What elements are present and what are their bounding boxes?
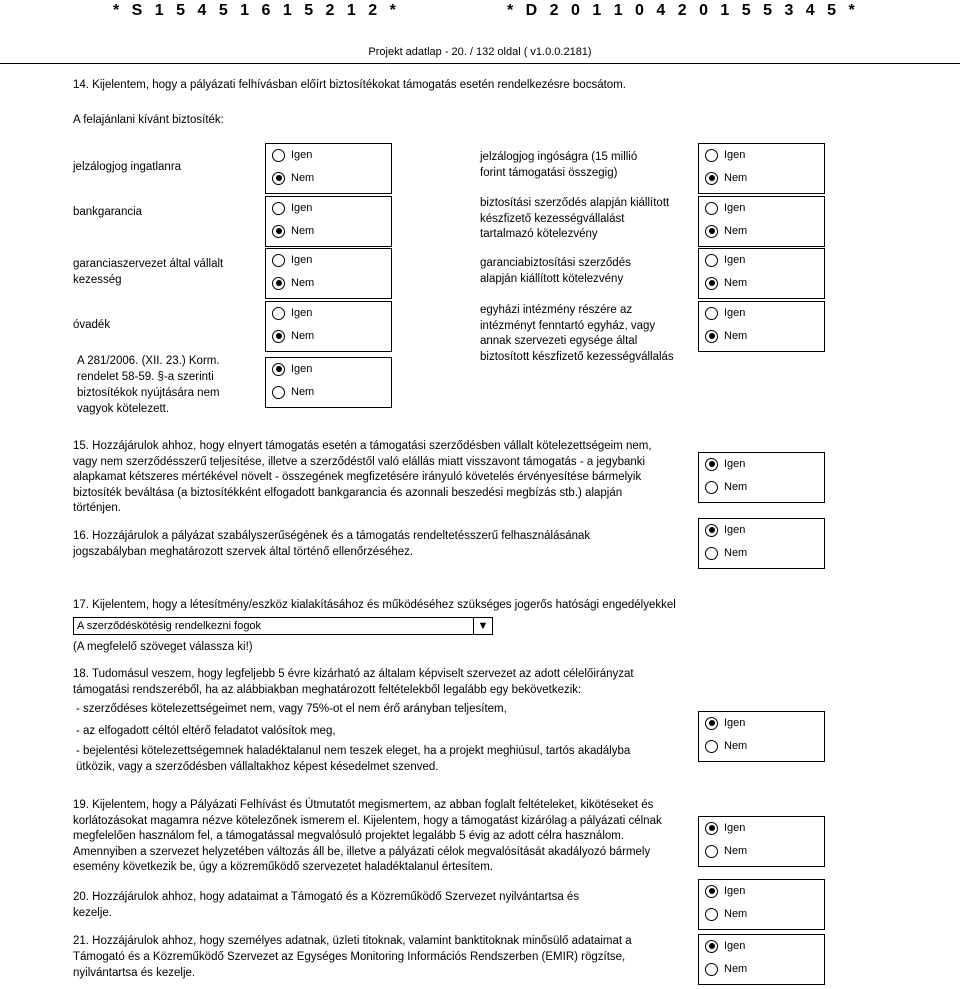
radio-label: Nem [724, 963, 748, 975]
radio-label: Nem [724, 908, 748, 920]
radio-label: Igen [291, 307, 313, 319]
radio-label: Igen [724, 254, 746, 266]
s14-left-2-radio-group [265, 248, 392, 299]
radio-button-icon[interactable] [705, 277, 718, 290]
s14-left-2-line: kezesség [73, 274, 122, 286]
s14-right-1-line: készfizető kezességvállalást [480, 212, 625, 225]
radio-label: Igen [724, 822, 746, 834]
s21-option-nem[interactable] [705, 961, 747, 977]
s14-right-1-option-igen[interactable] [705, 200, 745, 216]
radio-button-icon[interactable] [705, 822, 718, 835]
s18-line: 18. Tudomásul veszem, hogy legfeljebb 5 évre kizárható az általam képviselt szervezet az adott célelőirányzat [73, 668, 634, 680]
s14-left-4-line: A 281/2006. (XII. 23.) Korm. [77, 355, 220, 367]
s14-right-0-radio-group [698, 143, 825, 194]
s14-right-3-radio-group [698, 301, 825, 352]
radio-button-icon[interactable] [705, 254, 718, 267]
s19-line: esemény következik be, úgy a közreműködő szervezetet haladéktalanul értesítem. [73, 861, 493, 873]
s14-right-1-option-nem[interactable] [705, 223, 747, 239]
radio-button-icon[interactable] [705, 172, 718, 185]
radio-label: Igen [724, 524, 746, 536]
radio-label: Nem [724, 277, 748, 289]
s14-left-4-line: vagyok kötelezett. [77, 403, 170, 415]
s15-line: alapkamat kétszeres mértékével növelt - összegének megfizetésére irányuló követelés érvényesítése bármelyik [73, 471, 642, 483]
s14-left-1-line: bankgarancia [73, 206, 143, 218]
radio-button-icon[interactable] [705, 149, 718, 162]
dropdown-arrow-icon[interactable]: ▼ [473, 618, 492, 634]
s19-line: korlátozásokat magamra nézve kötelezőnek ismerem el. Kijelentem, hogy a támogatást kizárólag a pályázati célnak [73, 814, 662, 827]
s14-left-4-line: rendelet 58-59. §-a szerinti [77, 371, 214, 383]
s14-right-3-option-nem[interactable] [705, 328, 747, 344]
s14-right-3-line: intézményt fenntartó egyház, vagy [480, 319, 656, 332]
radio-button-icon[interactable] [272, 254, 285, 267]
s14-left-4-option-igen[interactable] [272, 361, 312, 377]
radio-button-icon[interactable] [705, 547, 718, 560]
s14-right-3-line: biztosított készfizető kezességvállalás [480, 350, 674, 363]
s14-right-1-line: biztosítási szerződés alapján kiállított [480, 197, 670, 209]
s19-line: Amennyiben a szervezet helyzetében változás áll be, illetve a pályázati célok megvalósítását akadályozó bármely [73, 845, 651, 858]
radio-button-icon[interactable] [272, 307, 285, 320]
s14-left-0-option-nem[interactable] [272, 170, 314, 186]
radio-label: Igen [724, 717, 746, 729]
s18-radio-group [698, 711, 825, 762]
s18-option-igen[interactable] [705, 715, 745, 731]
s14-left-0-radio-group [265, 143, 392, 194]
s14-left-3-radio-group [265, 301, 392, 352]
radio-label: Igen [724, 307, 746, 319]
radio-button-icon[interactable] [705, 524, 718, 537]
s18-bullet-2-line: ütközik, vagy a szerződésben vállaltakhoz képest késedelmet szenved. [76, 760, 439, 773]
s17-title: 17. Kijelentem, hogy a létesítmény/eszköz kialakításához és működéséhez szükséges jogerős hatósági engedélyekkel [73, 599, 676, 611]
radio-label: Nem [724, 845, 748, 857]
radio-button-icon[interactable] [705, 330, 718, 343]
s14-left-4-radio-group [265, 357, 392, 408]
page-info: Projekt adatlap - 20. / 132 oldal ( v1.0.0.2181) [368, 46, 592, 58]
radio-label: Igen [724, 149, 746, 161]
s16-option-nem[interactable] [705, 545, 747, 561]
s20-radio-group [698, 879, 825, 930]
s15-line: 15. Hozzájárulok ahhoz, hogy elnyert támogatás esetén a támogatási szerződésben vállalt kötelezettségeim nem, [73, 440, 652, 452]
s18-bullet-0-line: - szerződéses kötelezettségeimet nem, vagy 75%-ot el nem érő arányban teljesítem, [76, 703, 507, 715]
radio-button-icon[interactable] [272, 172, 285, 185]
radio-label: Nem [724, 740, 748, 752]
s14-right-2-option-nem[interactable] [705, 275, 747, 291]
s14-right-0-option-nem[interactable] [705, 170, 747, 186]
s19-radio-group [698, 816, 825, 867]
s19-option-nem[interactable] [705, 843, 747, 859]
radio-button-icon[interactable] [272, 363, 285, 376]
s16-option-igen[interactable] [705, 522, 745, 538]
radio-button-icon[interactable] [705, 908, 718, 921]
s18-bullet-2-line: - bejelentési kötelezettségemnek haladéktalanul nem teszek eleget, ha a projekt meghiúsul, tartós akadályba [76, 745, 631, 757]
s14-left-4-line: biztosítékok nyújtására nem [77, 387, 220, 399]
s14-left-2-option-nem[interactable] [272, 275, 314, 291]
s15-option-igen[interactable] [705, 456, 745, 472]
radio-label: Igen [724, 458, 746, 470]
radio-label: Nem [291, 277, 315, 289]
s14-subtitle: A felajánlani kívánt biztosíték: [73, 114, 224, 126]
s14-left-1-radio-group [265, 196, 392, 247]
s18-bullet-1-line: - az elfogadott céltól eltérő feladatot valósítok meg, [76, 725, 336, 737]
s20-line: 20. Hozzájárulok ahhoz, hogy adataimat a Támogató és a Közreműködő Szervezet nyilvántartsa és [73, 891, 580, 903]
s14-right-2-line: alapján kiállított kötelezvény [480, 272, 624, 285]
s14-left-2-line: garanciaszervezet által vállalt [73, 258, 224, 270]
s20-option-nem[interactable] [705, 906, 747, 922]
s20-line: kezelje. [73, 907, 112, 919]
s14-title: 14. Kijelentem, hogy a pályázati felhívásban előírt biztosítékokat támogatás esetén rendelkezésre bocsátom. [73, 79, 626, 91]
radio-label: Igen [291, 363, 313, 375]
s14-right-0-option-igen[interactable] [705, 147, 745, 163]
radio-button-icon[interactable] [705, 225, 718, 238]
radio-label: Nem [724, 330, 748, 342]
s14-right-0-line: jelzálogjog ingóságra (15 millió [480, 151, 638, 163]
barcode-right: * D 2 0 1 1 0 4 2 0 1 5 5 3 4 5 * [507, 2, 859, 19]
s14-right-3-line: annak szervezeti egysége által [480, 335, 638, 347]
radio-button-icon[interactable] [272, 277, 285, 290]
s14-right-3-line: egyházi intézmény részére az [480, 304, 633, 316]
s15-line: vagy nem szerződésszerű teljesítése, illetve a szerződéstől való elállás miatt visszavont támogatás - a jegybanki [73, 455, 646, 468]
radio-button-icon[interactable] [705, 940, 718, 953]
permit-select-value: A szerződéskötésig rendelkezni fogok [77, 620, 262, 632]
s21-option-igen[interactable] [705, 938, 745, 954]
s21-line: nyilvántartsa és kezelje. [73, 967, 196, 979]
s14-right-1-radio-group [698, 196, 825, 247]
s17-note: (A megfelelő szöveget válassza ki!) [73, 641, 253, 653]
radio-label: Igen [724, 940, 746, 952]
radio-label: Igen [724, 202, 746, 214]
radio-label: Nem [724, 172, 748, 184]
radio-label: Nem [724, 481, 748, 493]
s14-right-0-line: forint támogatási összegig) [480, 166, 618, 179]
s14-left-3-option-nem[interactable] [272, 328, 314, 344]
radio-button-icon[interactable] [705, 845, 718, 858]
radio-label: Nem [291, 225, 315, 237]
s14-right-1-line: tartalmazó kötelezvény [480, 228, 598, 240]
s16-line: 16. Hozzájárulok a pályázat szabályszerűségének és a támogatás rendeltetésszerű felhasználásának [73, 530, 591, 542]
radio-button-icon[interactable] [705, 885, 718, 898]
s14-right-3-option-igen[interactable] [705, 305, 745, 321]
radio-label: Igen [291, 254, 313, 266]
radio-button-icon[interactable] [272, 330, 285, 343]
s14-right-2-line: garanciabiztosítási szerződés [480, 257, 631, 269]
radio-label: Nem [291, 330, 315, 342]
radio-button-icon[interactable] [705, 202, 718, 215]
radio-button-icon[interactable] [272, 225, 285, 238]
radio-button-icon[interactable] [705, 963, 718, 976]
s15-line: történjen. [73, 502, 121, 514]
s14-left-4-option-nem[interactable] [272, 384, 314, 400]
radio-button-icon[interactable] [705, 307, 718, 320]
s19-option-igen[interactable] [705, 820, 745, 836]
radio-button-icon[interactable] [705, 481, 718, 494]
s15-line: biztosíték beváltása (a biztosítékként elfogadott bankgarancia és azonnali beszedési megbízás stb.) alapján [73, 486, 623, 499]
s15-radio-group [698, 452, 825, 503]
s21-line: 21. Hozzájárulok ahhoz, hogy személyes adatnak, üzleti titoknak, valamint banktitoknak minősülő adataimat a [73, 935, 632, 947]
radio-label: Nem [724, 547, 748, 559]
s14-left-0-option-igen[interactable] [272, 147, 312, 163]
s21-line: Támogató és a Közreműködő Szervezet az Egységes Monitoring Információs Rendszerben (EMIR) rögzítse, [73, 951, 626, 963]
radio-label: Nem [291, 172, 315, 184]
radio-button-icon[interactable] [272, 202, 285, 215]
s14-right-2-radio-group [698, 248, 825, 299]
radio-button-icon[interactable] [705, 740, 718, 753]
s18-line: támogatási rendszeréből, ha az alábbiakban meghatározott feltételekből legalább egy bekövetkezik: [73, 684, 582, 696]
s14-right-2-option-igen[interactable] [705, 252, 745, 268]
s14-left-1-option-igen[interactable] [272, 200, 312, 216]
s18-option-nem[interactable] [705, 738, 747, 754]
permit-select[interactable] [73, 617, 493, 635]
radio-button-icon[interactable] [272, 149, 285, 162]
s14-left-3-option-igen[interactable] [272, 305, 312, 321]
s14-left-1-option-nem[interactable] [272, 223, 314, 239]
header-divider [0, 63, 960, 64]
s14-left-3-line: óvadék [73, 319, 111, 331]
s19-line: 19. Kijelentem, hogy a Pályázati Felhívást és Útmutatót megismertem, az abban foglalt feltételeket, kikötéseket és [73, 799, 654, 811]
s16-line: jogszabályban meghatározott szervek által történő ellenőrzéséhez. [73, 546, 414, 558]
radio-label: Nem [724, 225, 748, 237]
s14-left-0-line: jelzálogjog ingatlanra [73, 161, 182, 173]
s14-left-2-option-igen[interactable] [272, 252, 312, 268]
radio-label: Igen [291, 202, 313, 214]
s20-option-igen[interactable] [705, 883, 745, 899]
s19-line: megfelelően használom fel, a támogatással megvalósuló projektet legalább 5 évig az adott célra használom. [73, 830, 625, 842]
s16-radio-group [698, 518, 825, 569]
radio-label: Igen [724, 885, 746, 897]
radio-label: Nem [291, 386, 315, 398]
radio-button-icon[interactable] [272, 386, 285, 399]
radio-button-icon[interactable] [705, 458, 718, 471]
s21-radio-group [698, 934, 825, 985]
radio-label: Igen [291, 149, 313, 161]
s15-option-nem[interactable] [705, 479, 747, 495]
radio-button-icon[interactable] [705, 717, 718, 730]
barcode-left: * S 1 5 4 5 1 6 1 5 2 1 2 * [113, 2, 400, 19]
